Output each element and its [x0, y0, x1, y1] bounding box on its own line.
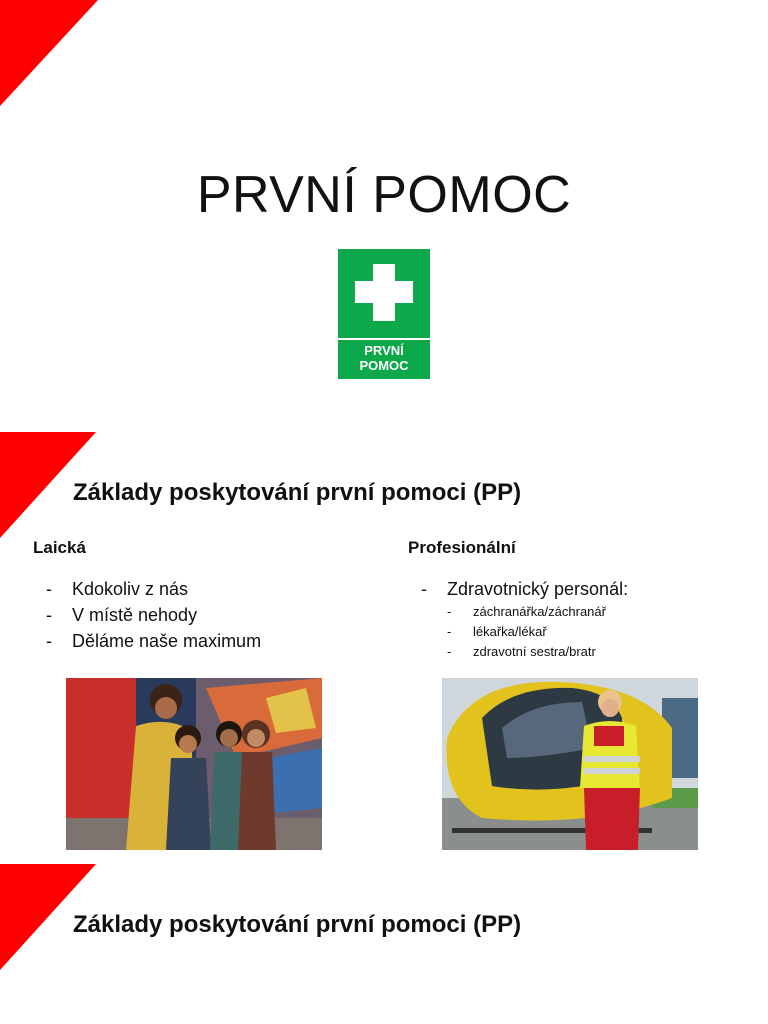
slide-heading: Základy poskytování první pomoci (PP)	[73, 911, 522, 938]
page-title: PRVNÍ POMOC	[196, 166, 572, 224]
first-aid-sign	[338, 249, 430, 379]
sublist-item: - záchranářka/záchranář	[447, 602, 606, 622]
slide-title	[0, 0, 768, 432]
sign-label-line2: POMOC	[359, 358, 409, 373]
first-aid-cross-icon	[338, 249, 430, 338]
professional-list	[421, 576, 629, 659]
sign-label	[338, 343, 430, 373]
sublist-item: - zdravotní sestra/bratr	[447, 642, 606, 662]
list-item-label: Zdravotnický personál:	[447, 579, 629, 599]
sublist-item: - lékařka/lékař	[447, 622, 606, 642]
list-item: - Kdokoliv z nás	[46, 576, 261, 602]
slide-heading: Základy poskytování první pomoci (PP)	[73, 479, 522, 506]
list-item	[421, 576, 629, 659]
photo-young-people	[66, 678, 322, 850]
column-title-lay: Laická	[33, 538, 86, 557]
professional-sublist	[447, 602, 606, 662]
slide-basics-continued	[0, 864, 768, 1024]
list-item: - V místě nehody	[46, 602, 261, 628]
list-item: - Děláme naše maximum	[46, 628, 261, 654]
slide-basics	[0, 432, 768, 864]
red-corner-decoration	[0, 0, 98, 106]
lay-list	[46, 576, 261, 654]
photo-paramedic-helicopter	[442, 678, 698, 850]
sign-label-line1: PRVNÍ	[364, 343, 404, 358]
column-title-professional: Profesionální	[408, 538, 516, 557]
